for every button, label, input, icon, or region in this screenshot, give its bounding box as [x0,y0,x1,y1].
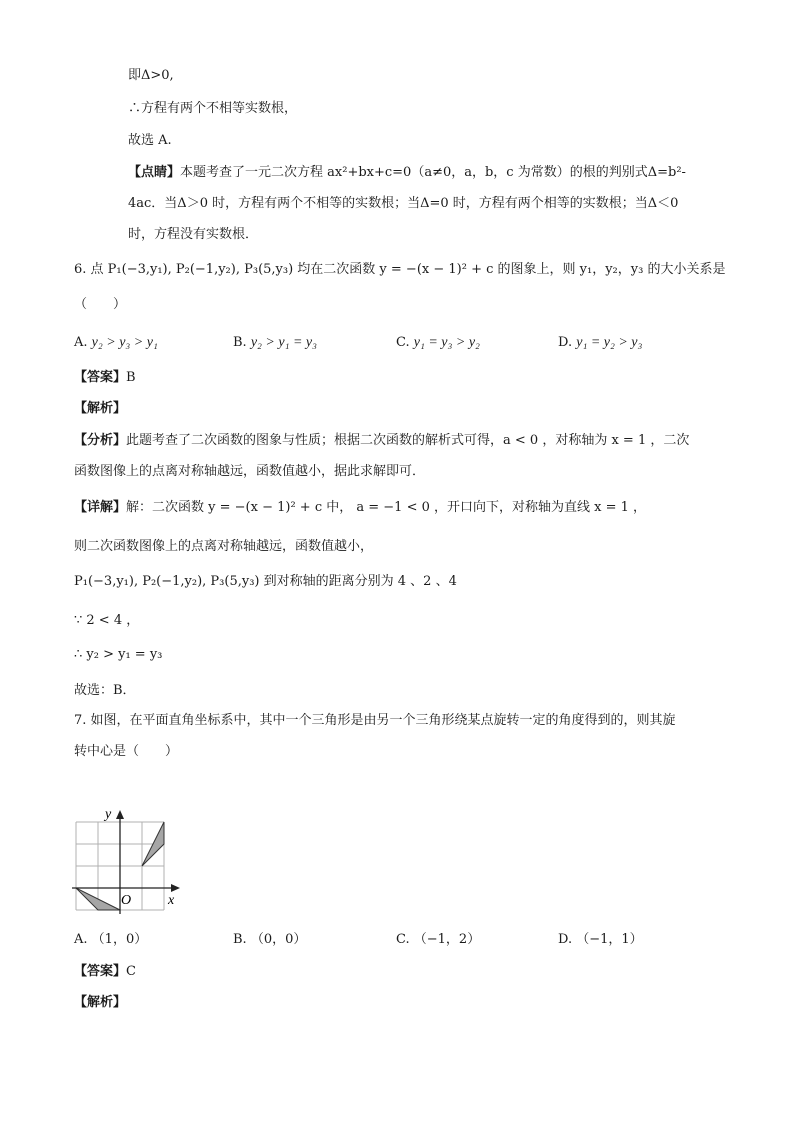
q6-detail-3: P₁(−3,y₁), P₂(−1,y₂), P₃(5,y₃) 到对称轴的距离分别为 4 、2 、4 [74,574,457,589]
intro-line-1: 即Δ>0, [128,68,174,83]
option-label: D. [558,335,573,350]
origin-label: O [121,893,132,908]
q7-option-c [396,930,480,950]
y-axis-arrow [116,810,124,819]
option-text: y₂ > y₁ = y₃ [250,335,317,350]
intro-line-3: 故选 A. [128,133,172,148]
q6-fenxi-2: 函数图像上的点离对称轴越远，函数值越小，据此求解即可． [74,464,426,479]
q6-detail-5: ∴ y₂ > y₁ = y₃ [74,647,163,662]
q6-answer [74,368,136,388]
fenxi-tag: 【分析】 [74,433,127,448]
answer-value: C [126,964,136,979]
option-text: （0，0） [250,932,307,947]
option-text: （−1，1） [576,932,643,947]
analysis-tag: 【解析】 [74,995,127,1010]
q7-option-b [233,930,306,950]
q7-coordinate-figure [70,800,190,920]
q6-detail-4: ∵ 2 < 4 ， [74,613,140,628]
q7-option-d [558,930,643,950]
answer-value: B [126,370,136,385]
option-text: （1，0） [91,932,148,947]
remark-tag: 【点睛】 [128,165,181,180]
q6-option-a [74,333,158,353]
option-label: C. [396,932,410,947]
detail-text-1: 解：二次函数 y = −(x − 1)² + c 中， a = −1 < 0 ，开口向下，对称轴为直线 x = 1 ， [126,500,647,515]
option-label: D. [558,932,573,947]
answer-tag: 【答案】 [74,964,127,979]
q7-stem-1: 7. 如图，在平面直角坐标系中，其中一个三角形是由另一个三角形绕某点旋转一定的角度得到的，则其旋 [74,713,676,728]
remark-line-2: 4ac．当Δ＞0 时，方程有两个不相等的实数根；当Δ=0 时，方程有两个相等的实数根；当Δ＜0 [128,196,679,211]
detail-tag: 【详解】 [74,500,127,515]
option-label: B. [233,335,247,350]
q7-answer [74,962,136,982]
option-text: （−1，2） [413,932,481,947]
remark-line-3: 时，方程没有实数根． [128,227,259,242]
option-label: A. [74,932,88,947]
q7-option-a [74,930,147,950]
q7-analysis-tag [74,993,126,1013]
q6-option-d [558,333,642,353]
option-text: y₂ > y₃ > y₁ [91,335,158,350]
analysis-tag: 【解析】 [74,401,127,416]
remark-line-1 [128,163,686,183]
option-label: B. [233,932,247,947]
q6-option-b [233,333,317,353]
x-axis-label: x [168,893,175,908]
remark-text-1: 本题考查了一元二次方程 ax²+bx+c=0（a≠0，a，b，c 为常数）的根的判别式Δ=b²- [180,165,686,180]
q6-stem-2: （ ） [74,297,127,312]
q6-analysis-tag [74,399,126,419]
q6-fenxi-1 [74,431,689,451]
intro-line-2: ∴方程有两个不相等实数根， [128,101,298,116]
q7-stem-2: 转中心是（ ） [74,744,179,759]
x-axis-arrow [171,884,180,892]
option-text: y₁ = y₂ > y₃ [576,335,643,350]
q6-stem-1: 6. 点 P₁(−3,y₁), P₂(−1,y₂), P₃(5,y₃) 均在二次函数 y = −(x − 1)² + c 的图象上，则 y₁，y₂，y₃ 的大小关系是 [74,262,726,277]
y-axis-label: y [105,807,112,822]
answer-tag: 【答案】 [74,370,127,385]
q6-option-c [396,333,480,353]
q6-detail-1 [74,498,646,518]
option-text: y₁ = y₃ > y₂ [413,335,480,350]
q6-detail-6: 故选：B． [74,683,136,698]
option-label: C. [396,335,410,350]
fenxi-text-1: 此题考查了二次函数的图象与性质；根据二次函数的解析式可得，a < 0 ，对称轴为 x = 1 ，二次 [126,433,690,448]
q6-detail-2: 则二次函数图像上的点离对称轴越远，函数值越小， [74,539,374,554]
option-label: A. [74,335,88,350]
